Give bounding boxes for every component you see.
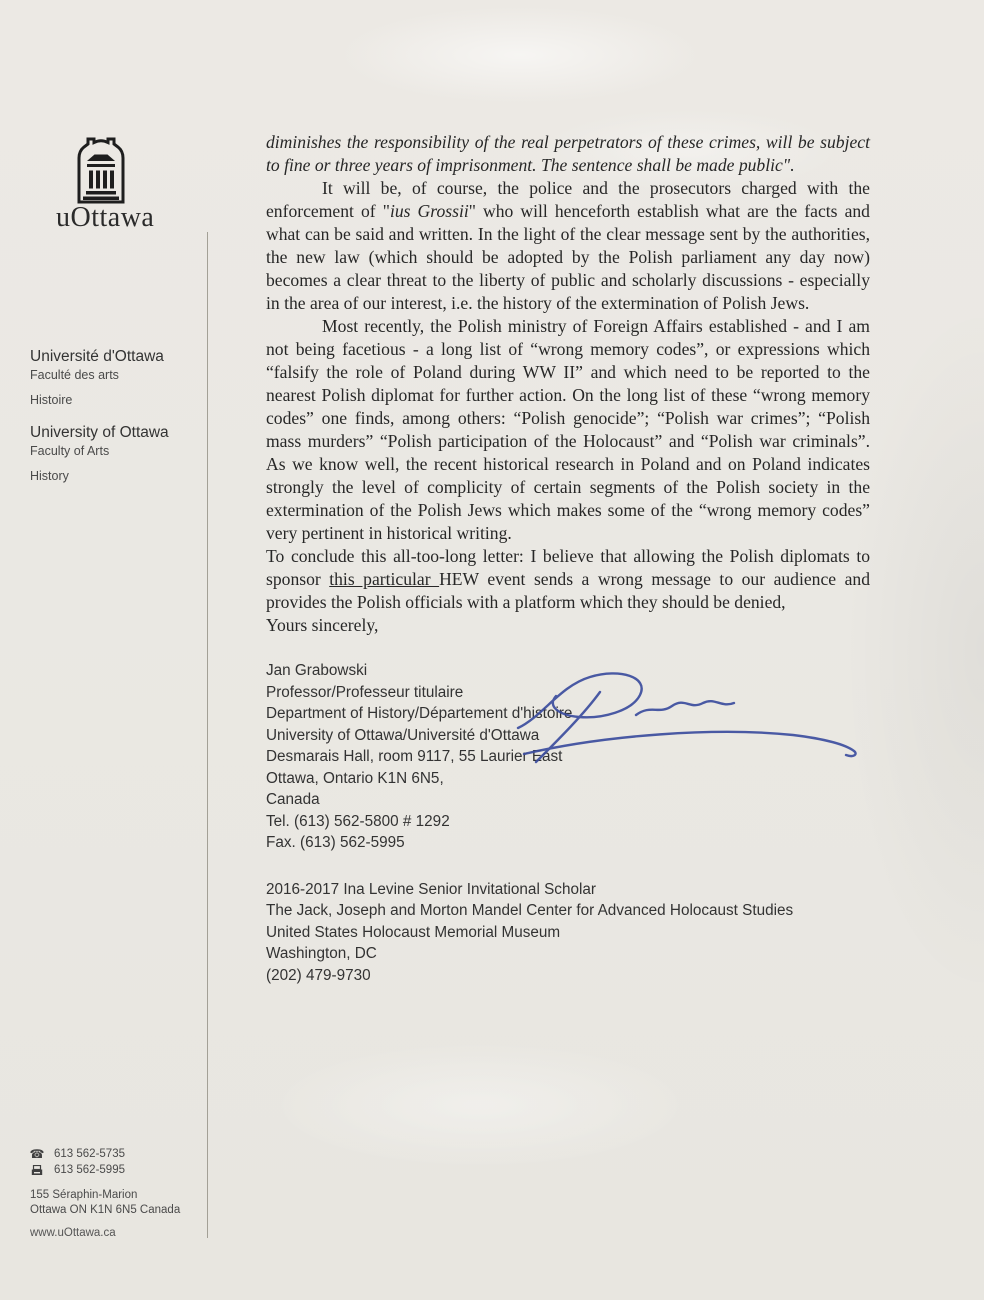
latin-term-ius-grossii: ius Grossii	[389, 201, 469, 221]
paragraph-enforcement-run1: It will be, of course, the police and the prosecutors charged with the enforcement of "	[266, 178, 870, 221]
letterhead-divider-rule	[207, 232, 208, 1238]
signer-address-hall: Desmarais Hall, room 9117, 55 Laurier East	[266, 748, 563, 765]
letterhead-sidebar-fr	[30, 348, 164, 407]
paragraph-conclusion-run3: HEW event sends a wrong message to our audience and provides the Polish officials with a platform which they should be denied,	[266, 569, 870, 612]
website-url: www.uOttawa.ca	[30, 1227, 116, 1239]
phone-number: 613 562-5735	[54, 1148, 125, 1160]
underlined-this-particular: this particular	[329, 569, 440, 589]
closing-salutation: Yours sincerely,	[266, 615, 379, 635]
signer-department: Department of History/Département d'histoire	[266, 705, 573, 722]
handwritten-signature	[488, 666, 868, 772]
faculty-name-en: Faculty of Arts	[30, 444, 110, 458]
phone-icon: ☎	[29, 1147, 45, 1161]
affiliation-museum: United States Holocaust Memorial Museum	[266, 923, 561, 941]
letterhead-address	[30, 1188, 180, 1218]
signer-address-city: Ottawa, Ontario K1N 6N5,	[266, 769, 444, 787]
signer-address-country: Canada	[266, 791, 320, 808]
paragraph-enforcement	[266, 177, 870, 315]
paragraph-conclusion-run1: To conclude this all-too-long letter: I believe that allowing the Polish diplomats to sponsor	[266, 546, 870, 589]
signer-telephone: Tel. (613) 562-5800 # 1292	[266, 812, 450, 830]
paragraph-conclusion	[266, 545, 870, 614]
paragraph-enforcement-run3: " who will henceforth establish what are the facts and what can be said and written. In the light of the clear message sent by the authorities, the new law (which should be adopted by the Polish parliament any day now) becomes a clear threat to the liberty of public and scholarly discussions - especially in the area of our interest, i.e. the history of the extermination of Polish Jews.	[266, 201, 870, 313]
institution-name-fr: Université d'Ottawa	[30, 348, 164, 365]
fax-icon	[30, 1165, 44, 1176]
faculty-name-fr: Faculté des arts	[30, 368, 119, 382]
address-line-2: Ottawa ON K1N 6N5 Canada	[30, 1204, 181, 1216]
signer-name: Jan Grabowski	[266, 662, 368, 679]
fax-row	[30, 1162, 180, 1178]
paragraph-quote-continuation: diminishes the responsibility of the real perpetrators of these crimes, will be subject to fine or three years of imprisonment. The sentence shall be made public".	[266, 132, 870, 175]
department-name-fr: Histoire	[30, 393, 73, 407]
fax-number: 613 562-5995	[54, 1164, 125, 1176]
affiliation-scholar-title: 2016-2017 Ina Levine Senior Invitational Scholar	[266, 880, 596, 898]
signer-title: Professor/Professeur titulaire	[266, 683, 464, 701]
affiliation-city: Washington, DC	[266, 945, 377, 962]
address-line-1: 155 Séraphin-Marion	[30, 1189, 138, 1201]
uottawa-wordmark: uOttawa	[56, 202, 155, 233]
letterhead-footer	[30, 1146, 180, 1239]
department-name-en: History	[30, 469, 69, 483]
institution-name-en: University of Ottawa	[30, 424, 169, 441]
paragraph-memory-codes: Most recently, the Polish ministry of Foreign Affairs established - and I am not being facetious - a long list of “wrong memory codes”, or expressions which “falsify the role of Poland during WW II” and which need to be reported to the nearest Polish diplomat for further action. On the long list of these “wrong memory codes” one finds, among others: “Polish genocide”; “Polish war crimes”; “Polish mass murders” “Polish participation of the Holocaust” and “Polish war criminals”. As we know well, the recent historical research in Poland and on Poland indicates strongly the level of complicity of certain segments of the Polish society in the extermination of the Polish Jews which makes some of the “wrong memory codes” very pertinent in historical writing.	[266, 316, 870, 543]
affiliation-block	[266, 879, 870, 987]
letterhead-sidebar-en	[30, 424, 169, 483]
signer-university: University of Ottawa/Université d'Ottawa	[266, 726, 540, 744]
signer-fax: Fax. (613) 562-5995	[266, 834, 405, 851]
letter-body	[266, 131, 870, 986]
uottawa-building-icon	[74, 134, 128, 206]
affiliation-phone: (202) 479-9730	[266, 966, 371, 984]
phone-row	[30, 1146, 180, 1162]
affiliation-center: The Jack, Joseph and Morton Mandel Center for Advanced Holocaust Studies	[266, 902, 794, 919]
